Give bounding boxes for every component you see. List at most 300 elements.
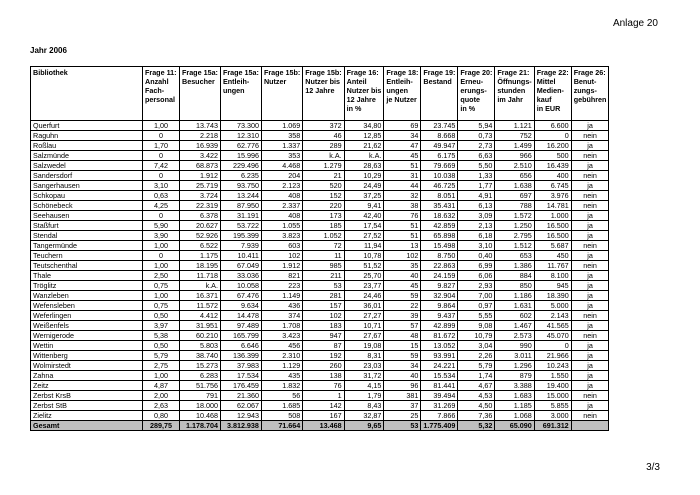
table-cell: 2.337 bbox=[261, 201, 302, 211]
table-row bbox=[31, 211, 609, 221]
table-cell: 1,77 bbox=[458, 181, 495, 191]
table-cell: 17.534 bbox=[220, 371, 261, 381]
table-cell: 10.468 bbox=[180, 411, 221, 421]
table-cell: 4,15 bbox=[344, 381, 384, 391]
table-cell: 8.750 bbox=[421, 251, 458, 261]
table-cell: ja bbox=[571, 401, 609, 411]
table-cell: 6.175 bbox=[421, 151, 458, 161]
library-name-cell: Weißenfels bbox=[31, 321, 143, 331]
table-cell: nein bbox=[571, 201, 609, 211]
table-cell: ja bbox=[571, 271, 609, 281]
table-cell: 18.195 bbox=[180, 261, 221, 271]
column-header: Frage 22: Mittel Medien- kauf in EUR bbox=[534, 67, 571, 121]
table-cell: 1.386 bbox=[495, 261, 534, 271]
table-cell: 65.090 bbox=[495, 421, 534, 431]
table-cell: 260 bbox=[303, 361, 344, 371]
table-cell: 985 bbox=[303, 261, 344, 271]
library-name-cell: Zerbst KrsB bbox=[31, 391, 143, 401]
table-cell: 10.411 bbox=[220, 251, 261, 261]
table-cell: 53 bbox=[384, 421, 421, 431]
table-cell: 57 bbox=[384, 321, 421, 331]
table-row bbox=[31, 171, 609, 181]
column-header: Frage 15a: Entleih- ungen bbox=[220, 67, 261, 121]
table-cell: 8,31 bbox=[344, 351, 384, 361]
table-row bbox=[31, 411, 609, 421]
table-cell: 1.912 bbox=[261, 261, 302, 271]
table-cell bbox=[571, 421, 609, 431]
table-cell: nein bbox=[571, 131, 609, 141]
table-cell: 173 bbox=[303, 211, 344, 221]
table-cell: 229.496 bbox=[220, 161, 261, 171]
table-cell: 56 bbox=[261, 391, 302, 401]
table-cell: 1.685 bbox=[261, 401, 302, 411]
table-cell: nein bbox=[571, 241, 609, 251]
table-cell: 2.310 bbox=[261, 351, 302, 361]
table-cell: 16.371 bbox=[180, 291, 221, 301]
table-cell: 372 bbox=[303, 121, 344, 131]
table-cell: 38 bbox=[384, 201, 421, 211]
column-header: Frage 19: Bestand bbox=[421, 67, 458, 121]
table-cell: 10.243 bbox=[534, 361, 571, 371]
column-header: Frage 16: Anteil Nutzer bis 12 Jahre in % bbox=[344, 67, 384, 121]
table-cell: 31.191 bbox=[220, 211, 261, 221]
table-cell: 1.550 bbox=[534, 371, 571, 381]
table-cell: ja bbox=[571, 251, 609, 261]
table-cell: 51,52 bbox=[344, 261, 384, 271]
table-cell: 0,75 bbox=[143, 301, 180, 311]
table-cell: 3,90 bbox=[143, 231, 180, 241]
table-cell: 1.178.704 bbox=[180, 421, 221, 431]
table-cell: 5.000 bbox=[534, 301, 571, 311]
table-cell: 23,03 bbox=[344, 361, 384, 371]
table-cell: 31.951 bbox=[180, 321, 221, 331]
table-cell: 0 bbox=[143, 171, 180, 181]
table-cell: 4,25 bbox=[143, 201, 180, 211]
table-cell: 10.058 bbox=[220, 281, 261, 291]
table-cell: 76 bbox=[384, 211, 421, 221]
table-row bbox=[31, 281, 609, 291]
table-cell: 966 bbox=[495, 151, 534, 161]
table-row bbox=[31, 141, 609, 151]
table-cell: 48 bbox=[384, 331, 421, 341]
table-cell: 879 bbox=[495, 371, 534, 381]
table-cell: 11.572 bbox=[180, 301, 221, 311]
library-name-cell: Schönebeck bbox=[31, 201, 143, 211]
table-cell: 1,70 bbox=[143, 141, 180, 151]
table-cell: 25.719 bbox=[180, 181, 221, 191]
table-cell: 4,53 bbox=[458, 391, 495, 401]
table-cell: 1.052 bbox=[303, 231, 344, 241]
table-cell: 1 bbox=[303, 391, 344, 401]
table-cell: 1.279 bbox=[303, 161, 344, 171]
table-cell: 6.522 bbox=[180, 241, 221, 251]
table-cell: 93.750 bbox=[220, 181, 261, 191]
table-cell: 4.468 bbox=[261, 161, 302, 171]
table-cell: 24.221 bbox=[421, 361, 458, 371]
table-cell: 28,63 bbox=[344, 161, 384, 171]
library-name-cell: Teuchern bbox=[31, 251, 143, 261]
library-name-cell: Zerbst StB bbox=[31, 401, 143, 411]
table-cell: 73.300 bbox=[220, 121, 261, 131]
table-cell: 3.976 bbox=[534, 191, 571, 201]
library-name-cell: Salzwedel bbox=[31, 161, 143, 171]
table-cell: 223 bbox=[261, 281, 302, 291]
table-cell: nein bbox=[571, 331, 609, 341]
column-header: Frage 21: Öffnungs- stunden im Jahr bbox=[495, 67, 534, 121]
table-cell: 2,50 bbox=[143, 271, 180, 281]
table-cell: ja bbox=[571, 371, 609, 381]
library-name-cell: Stendal bbox=[31, 231, 143, 241]
table-cell: 37,25 bbox=[344, 191, 384, 201]
table-cell: k.A. bbox=[180, 281, 221, 291]
table-cell: 37 bbox=[384, 401, 421, 411]
table-cell: 1,00 bbox=[143, 121, 180, 131]
column-header: Frage 15b: Nutzer bbox=[261, 67, 302, 121]
library-name-cell: Wittenberg bbox=[31, 351, 143, 361]
table-cell: nein bbox=[571, 391, 609, 401]
library-name-cell: Seehausen bbox=[31, 211, 143, 221]
table-row bbox=[31, 181, 609, 191]
year-label: Jahr 2006 bbox=[30, 46, 67, 55]
table-cell: 23.745 bbox=[421, 121, 458, 131]
table-cell: 44 bbox=[384, 181, 421, 191]
table-cell: 7,42 bbox=[143, 161, 180, 171]
table-cell: 2,26 bbox=[458, 351, 495, 361]
table-cell: 1,00 bbox=[143, 241, 180, 251]
library-name-cell: Raguhn bbox=[31, 131, 143, 141]
table-cell: 8,43 bbox=[344, 401, 384, 411]
table-cell: 1.068 bbox=[495, 411, 534, 421]
table-cell: 353 bbox=[261, 151, 302, 161]
table-cell: 5.855 bbox=[534, 401, 571, 411]
table-row bbox=[31, 241, 609, 251]
table-cell: ja bbox=[571, 351, 609, 361]
library-name-cell: Schkopau bbox=[31, 191, 143, 201]
table-cell: 60.210 bbox=[180, 331, 221, 341]
table-cell: 21.966 bbox=[534, 351, 571, 361]
library-name-cell: Gesamt bbox=[31, 421, 143, 431]
library-name-cell: Zielitz bbox=[31, 411, 143, 421]
table-row bbox=[31, 251, 609, 261]
table-cell: 850 bbox=[495, 281, 534, 291]
table-cell: 602 bbox=[495, 311, 534, 321]
table-cell: 3.423 bbox=[261, 331, 302, 341]
table-cell: 97.489 bbox=[220, 321, 261, 331]
table-cell: 1.631 bbox=[495, 301, 534, 311]
table-cell: 59 bbox=[384, 351, 421, 361]
table-cell: 204 bbox=[261, 171, 302, 181]
table-cell: ja bbox=[571, 341, 609, 351]
table-cell: 990 bbox=[495, 341, 534, 351]
table-cell: 3,04 bbox=[458, 341, 495, 351]
table-cell: 450 bbox=[534, 251, 571, 261]
table-cell: 3,10 bbox=[458, 241, 495, 251]
table-cell: 1,74 bbox=[458, 371, 495, 381]
table-cell: 24,46 bbox=[344, 291, 384, 301]
table-row bbox=[31, 371, 609, 381]
table-cell: ja bbox=[571, 211, 609, 221]
table-cell: 165.799 bbox=[220, 331, 261, 341]
table-cell: 15.534 bbox=[421, 371, 458, 381]
table-cell: 0,97 bbox=[458, 301, 495, 311]
table-cell: 3.011 bbox=[495, 351, 534, 361]
table-cell: 45 bbox=[384, 281, 421, 291]
table-cell: 62.776 bbox=[220, 141, 261, 151]
table-cell: 435 bbox=[261, 371, 302, 381]
library-name-cell: Zahna bbox=[31, 371, 143, 381]
table-cell: 456 bbox=[261, 341, 302, 351]
table-cell: 1,33 bbox=[458, 171, 495, 181]
table-cell: 25,70 bbox=[344, 271, 384, 281]
table-cell: 11,94 bbox=[344, 241, 384, 251]
column-header: Bibliothek bbox=[31, 67, 143, 121]
table-cell: 13 bbox=[384, 241, 421, 251]
table-cell: 11.767 bbox=[534, 261, 571, 271]
table-cell: 15.996 bbox=[220, 151, 261, 161]
table-cell: 24.159 bbox=[421, 271, 458, 281]
table-cell: 5,50 bbox=[458, 161, 495, 171]
table-cell: 12,85 bbox=[344, 131, 384, 141]
table-cell: 1.185 bbox=[495, 401, 534, 411]
table-cell: 21 bbox=[303, 171, 344, 181]
table-cell: 5,38 bbox=[143, 331, 180, 341]
table-cell: 79.669 bbox=[421, 161, 458, 171]
table-cell: 21.360 bbox=[220, 391, 261, 401]
table-row bbox=[31, 331, 609, 341]
table-cell: 6.646 bbox=[220, 341, 261, 351]
table-row bbox=[31, 151, 609, 161]
table-cell: 1.296 bbox=[495, 361, 534, 371]
table-row bbox=[31, 221, 609, 231]
library-name-cell: Wefensleben bbox=[31, 301, 143, 311]
table-cell: 1.775.409 bbox=[421, 421, 458, 431]
table-cell: 13.052 bbox=[421, 341, 458, 351]
library-name-cell: Sangerhausen bbox=[31, 181, 143, 191]
table-cell: 6.600 bbox=[534, 121, 571, 131]
library-name-cell: Teutschenthal bbox=[31, 261, 143, 271]
table-cell: 947 bbox=[303, 331, 344, 341]
table-cell: 6,18 bbox=[458, 231, 495, 241]
table-cell: k.A. bbox=[303, 151, 344, 161]
table-cell: 35.431 bbox=[421, 201, 458, 211]
table-row bbox=[31, 311, 609, 321]
total-row bbox=[31, 421, 609, 431]
table-cell: 9.827 bbox=[421, 281, 458, 291]
table-cell: 81.441 bbox=[421, 381, 458, 391]
table-cell: 59 bbox=[384, 291, 421, 301]
table-cell: 15.273 bbox=[180, 361, 221, 371]
table-cell: 40 bbox=[384, 271, 421, 281]
page-number: 3/3 bbox=[646, 462, 660, 473]
table-cell: 23,77 bbox=[344, 281, 384, 291]
table-cell: 71.664 bbox=[261, 421, 302, 431]
table-cell: 72 bbox=[303, 241, 344, 251]
library-name-cell: Wolmirstedt bbox=[31, 361, 143, 371]
table-cell: 1.512 bbox=[495, 241, 534, 251]
table-cell: 1.121 bbox=[495, 121, 534, 131]
table-cell: 691.312 bbox=[534, 421, 571, 431]
table-cell: 2.573 bbox=[495, 331, 534, 341]
table-cell: 1,00 bbox=[143, 291, 180, 301]
table-cell: 7,36 bbox=[458, 411, 495, 421]
table-cell: 32 bbox=[384, 191, 421, 201]
table-cell: 3.823 bbox=[261, 231, 302, 241]
table-cell: 35 bbox=[384, 261, 421, 271]
table-cell: 0,75 bbox=[143, 281, 180, 291]
table-cell: 102 bbox=[384, 251, 421, 261]
table-cell: ja bbox=[571, 121, 609, 131]
library-name-cell: Thale bbox=[31, 271, 143, 281]
table-cell: 185 bbox=[303, 221, 344, 231]
table-cell: 752 bbox=[495, 131, 534, 141]
table-cell: 4.412 bbox=[180, 311, 221, 321]
table-cell: 87.950 bbox=[220, 201, 261, 211]
table-row bbox=[31, 381, 609, 391]
table-cell: 51 bbox=[384, 221, 421, 231]
table-row bbox=[31, 191, 609, 201]
statistics-table bbox=[30, 66, 609, 431]
table-cell: 1,00 bbox=[143, 371, 180, 381]
table-cell: 6,99 bbox=[458, 261, 495, 271]
table-cell: 6,06 bbox=[458, 271, 495, 281]
table-cell: 42,40 bbox=[344, 211, 384, 221]
table-cell: 46.725 bbox=[421, 181, 458, 191]
table-cell: ja bbox=[571, 221, 609, 231]
table-cell: 6.235 bbox=[220, 171, 261, 181]
table-cell: 5,32 bbox=[458, 421, 495, 431]
column-header: Frage 26: Benut- zungs- gebühren bbox=[571, 67, 609, 121]
table-cell: 53.722 bbox=[220, 221, 261, 231]
table-cell: 16.500 bbox=[534, 231, 571, 241]
table-cell: 27,67 bbox=[344, 331, 384, 341]
table-cell: 5,94 bbox=[458, 121, 495, 131]
table-row bbox=[31, 341, 609, 351]
table-cell: 1.055 bbox=[261, 221, 302, 231]
table-cell: 7.939 bbox=[220, 241, 261, 251]
table-cell: 12.943 bbox=[220, 411, 261, 421]
library-name-cell: Wernigerode bbox=[31, 331, 143, 341]
table-cell: 14.781 bbox=[534, 201, 571, 211]
table-cell: 157 bbox=[303, 301, 344, 311]
table-cell: 281 bbox=[303, 291, 344, 301]
table-cell: 11.718 bbox=[180, 271, 221, 281]
table-cell: 32,87 bbox=[344, 411, 384, 421]
library-name-cell: Wanzleben bbox=[31, 291, 143, 301]
table-cell: 34,80 bbox=[344, 121, 384, 131]
library-name-cell: Sandersdorf bbox=[31, 171, 143, 181]
table-cell: 19.400 bbox=[534, 381, 571, 391]
table-cell: 0,80 bbox=[143, 411, 180, 421]
table-cell: ja bbox=[571, 321, 609, 331]
table-cell: 400 bbox=[534, 171, 571, 181]
table-cell: 4,50 bbox=[458, 401, 495, 411]
table-cell: 45.070 bbox=[534, 331, 571, 341]
library-name-cell: Weferlingen bbox=[31, 311, 143, 321]
table-cell: 1.069 bbox=[261, 121, 302, 131]
table-cell: 5,55 bbox=[458, 311, 495, 321]
table-cell: 1.000 bbox=[534, 211, 571, 221]
table-row bbox=[31, 291, 609, 301]
table-cell: ja bbox=[571, 231, 609, 241]
table-cell: 8.051 bbox=[421, 191, 458, 201]
table-cell: 9.437 bbox=[421, 311, 458, 321]
table-header-row bbox=[31, 67, 609, 121]
table-cell: 192 bbox=[303, 351, 344, 361]
table-cell: 788 bbox=[495, 201, 534, 211]
library-name-cell: Salzmünde bbox=[31, 151, 143, 161]
table-cell: 39.494 bbox=[421, 391, 458, 401]
library-name-cell: Tangermünde bbox=[31, 241, 143, 251]
table-cell: 5.803 bbox=[180, 341, 221, 351]
table-cell: 9,08 bbox=[458, 321, 495, 331]
table-cell: 13.468 bbox=[303, 421, 344, 431]
library-name-cell: Wettin bbox=[31, 341, 143, 351]
table-cell: 1.175 bbox=[180, 251, 221, 261]
table-row bbox=[31, 121, 609, 131]
column-header: Frage 11: Anzahl Fach- personal bbox=[143, 67, 180, 121]
table-cell: 18.390 bbox=[534, 291, 571, 301]
table-cell: 1.337 bbox=[261, 141, 302, 151]
table-cell: 2.123 bbox=[261, 181, 302, 191]
table-cell: 9.864 bbox=[421, 301, 458, 311]
table-cell: 3,09 bbox=[458, 211, 495, 221]
table-cell: 3.422 bbox=[180, 151, 221, 161]
table-cell: 6,63 bbox=[458, 151, 495, 161]
attachment-label: Anlage 20 bbox=[612, 18, 658, 29]
table-row bbox=[31, 301, 609, 311]
table-row bbox=[31, 261, 609, 271]
table-cell: 5,79 bbox=[143, 351, 180, 361]
table-cell: 10,79 bbox=[458, 331, 495, 341]
table-cell: 603 bbox=[261, 241, 302, 251]
library-name-cell: Tröglitz bbox=[31, 281, 143, 291]
library-name-cell: Staßfurt bbox=[31, 221, 143, 231]
table-cell: nein bbox=[571, 191, 609, 201]
table-cell: 17,54 bbox=[344, 221, 384, 231]
table-cell: 51 bbox=[384, 231, 421, 241]
table-cell: 2,73 bbox=[458, 141, 495, 151]
table-cell: 22 bbox=[384, 301, 421, 311]
table-cell: 9,65 bbox=[344, 421, 384, 431]
table-cell: 0,40 bbox=[458, 251, 495, 261]
table-cell: 81.672 bbox=[421, 331, 458, 341]
table-cell: 10,71 bbox=[344, 321, 384, 331]
table-cell: 1.708 bbox=[261, 321, 302, 331]
table-cell: 14.478 bbox=[220, 311, 261, 321]
table-cell: 7.866 bbox=[421, 411, 458, 421]
table-cell: ja bbox=[571, 141, 609, 151]
table-cell: 5.687 bbox=[534, 241, 571, 251]
table-cell: 32.904 bbox=[421, 291, 458, 301]
table-cell: 408 bbox=[261, 191, 302, 201]
table-cell: 220 bbox=[303, 201, 344, 211]
table-cell: 52.926 bbox=[180, 231, 221, 241]
table-cell: 18.632 bbox=[421, 211, 458, 221]
table-cell: 20.627 bbox=[180, 221, 221, 231]
table-cell: 31,72 bbox=[344, 371, 384, 381]
table-cell: nein bbox=[571, 151, 609, 161]
table-cell: 1.912 bbox=[180, 171, 221, 181]
table-cell: 16.439 bbox=[534, 161, 571, 171]
table-cell: ja bbox=[571, 361, 609, 371]
table-row bbox=[31, 201, 609, 211]
library-name-cell: Roßlau bbox=[31, 141, 143, 151]
table-cell: 42.859 bbox=[421, 221, 458, 231]
table-cell: 25 bbox=[384, 411, 421, 421]
table-cell: 653 bbox=[495, 251, 534, 261]
table-cell: 42.899 bbox=[421, 321, 458, 331]
table-cell: 884 bbox=[495, 271, 534, 281]
